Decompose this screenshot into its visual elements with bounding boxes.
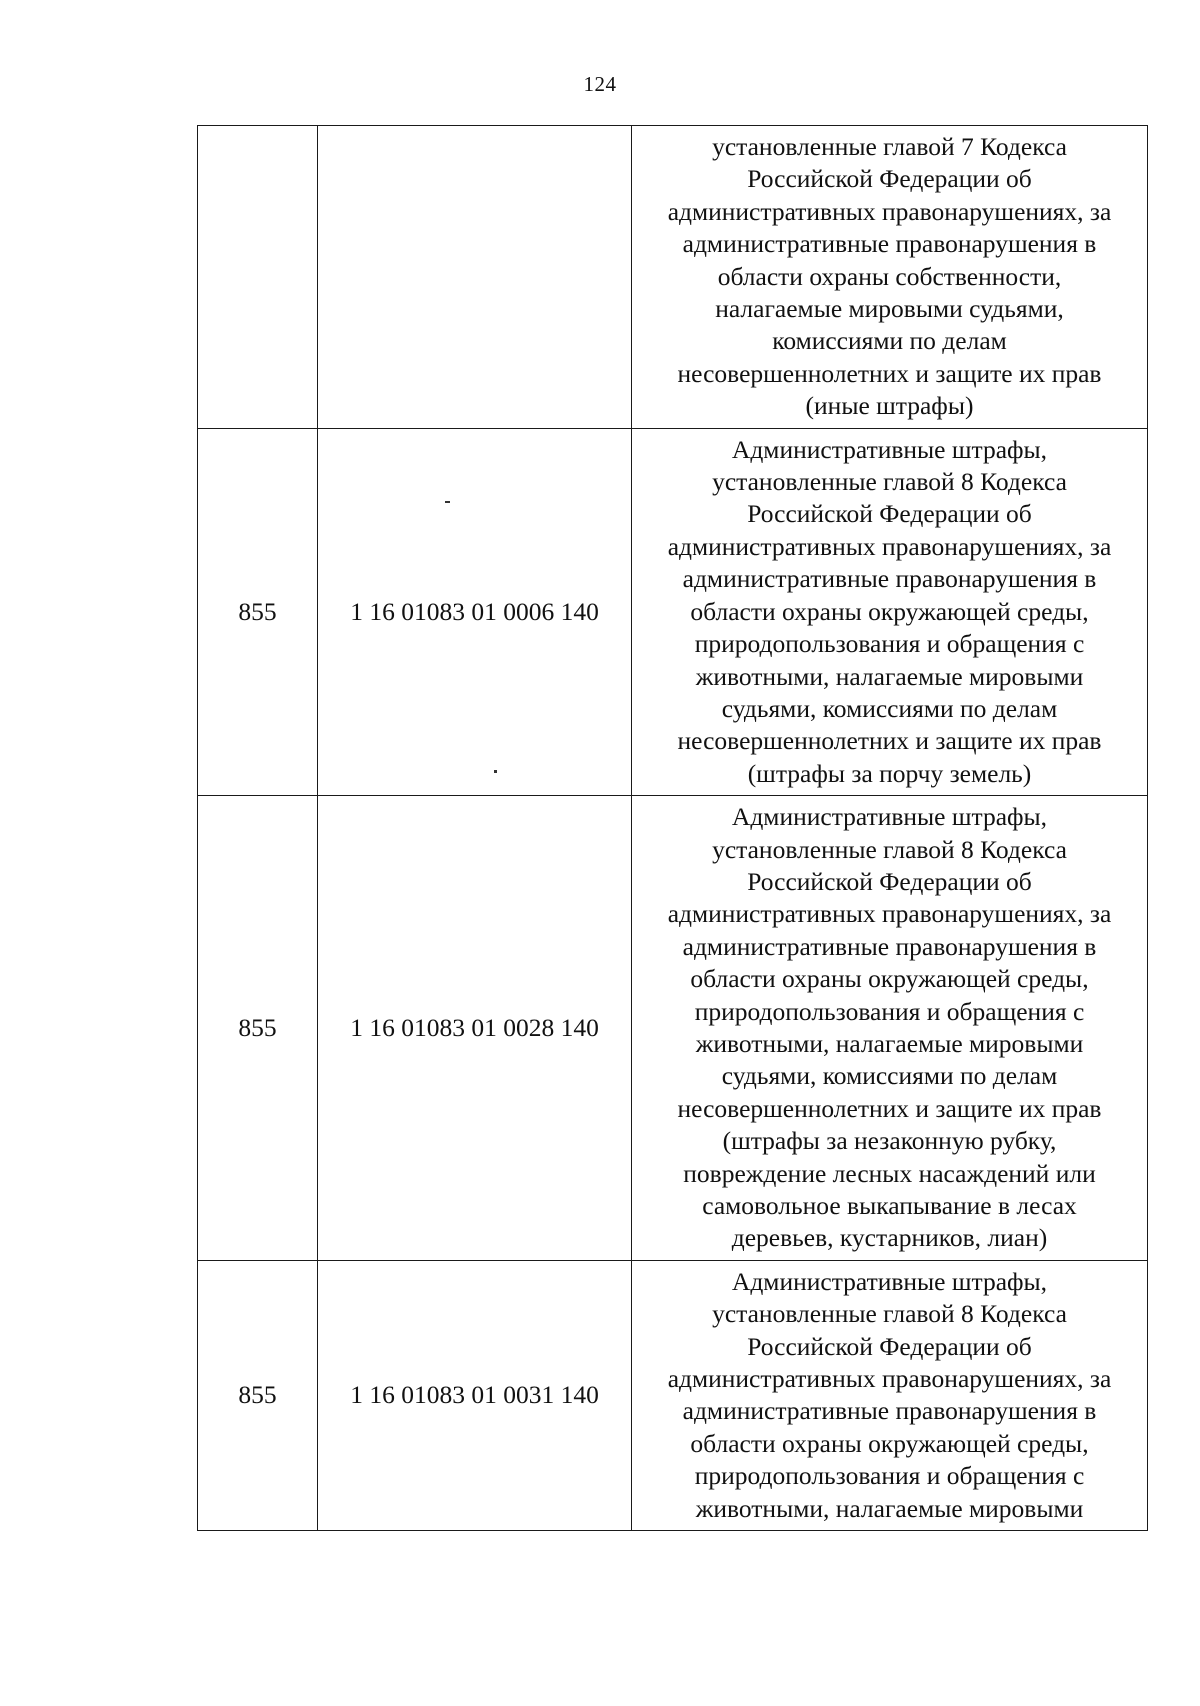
description-line: Российской Федерации об	[747, 499, 1032, 529]
description-line: установленные главой 8 Кодекса	[712, 1299, 1067, 1329]
description-line: Российской Федерации об	[747, 866, 1032, 896]
description-line: Российской Федерации об	[747, 1331, 1032, 1361]
budget-code: 1 16 01083 01 0028 140	[350, 1012, 599, 1042]
description-line: несовершеннолетних и защите их прав	[677, 726, 1102, 756]
description-line: административные правонарушения в	[682, 1396, 1097, 1426]
description-cell	[632, 428, 1148, 795]
description-line: административные правонарушения в	[682, 564, 1097, 594]
description-line: налагаемые мировыми судьями,	[715, 294, 1064, 324]
scan-speck	[494, 770, 497, 773]
description-line: установленные главой 8 Кодекса	[712, 834, 1067, 864]
description-line: административных правонарушениях, за	[667, 1364, 1112, 1394]
budget-code: 1 16 01083 01 0031 140	[350, 1380, 599, 1410]
description-line: (штрафы за незаконную рубку,	[722, 1126, 1057, 1156]
description-line: административные правонарушения в	[682, 229, 1097, 259]
admin-code: 855	[238, 1012, 277, 1042]
table-row	[198, 428, 1148, 795]
page-number: 124	[583, 72, 617, 96]
table-row	[198, 126, 1148, 429]
budget-code: 1 16 01083 01 0006 140	[350, 596, 599, 626]
admin-code-cell	[198, 428, 318, 795]
description-line: несовершеннолетних и защите их прав	[677, 1093, 1102, 1123]
admin-code-cell	[198, 796, 318, 1261]
admin-code: 855	[238, 1380, 277, 1410]
description-line: повреждение лесных насаждений или	[683, 1158, 1096, 1188]
description-line: установленные главой 8 Кодекса	[712, 467, 1067, 497]
description-line: административные правонарушения в	[682, 931, 1097, 961]
scan-speck	[445, 501, 450, 503]
description-line: природопользования и обращения с	[694, 996, 1085, 1026]
table-row	[198, 1260, 1148, 1530]
admin-code-cell	[198, 1260, 318, 1530]
description-line: животными, налагаемые мировыми	[695, 661, 1084, 691]
description-cell	[632, 126, 1148, 429]
description-line: административных правонарушениях, за	[667, 531, 1112, 561]
budget-classification-table	[197, 125, 1148, 1531]
admin-code: 855	[238, 596, 277, 626]
description-line: судьями, комиссиями по делам	[721, 1061, 1058, 1091]
description-line: Административные штрафы,	[731, 1266, 1048, 1296]
description-line: (штрафы за порчу земель)	[747, 758, 1032, 788]
budget-code-cell	[318, 428, 632, 795]
description-line: области охраны окружающей среды,	[690, 964, 1089, 994]
table-row	[198, 796, 1148, 1261]
budget-code-cell	[318, 796, 632, 1261]
description-line: Российской Федерации об	[747, 164, 1032, 194]
description-line: области охраны окружающей среды,	[690, 596, 1089, 626]
description-line: животными, налагаемые мировыми	[695, 1028, 1084, 1058]
description-line: области охраны собственности,	[717, 261, 1062, 291]
description-line: несовершеннолетних и защите их прав	[677, 358, 1102, 388]
description-line: деревьев, кустарников, лиан)	[731, 1223, 1048, 1253]
description-line: Административные штрафы,	[731, 802, 1048, 832]
admin-code-cell	[198, 126, 318, 429]
description-line: установленные главой 7 Кодекса	[712, 132, 1067, 161]
budget-code-cell	[318, 126, 632, 429]
description-line: самовольное выкапывание в лесах	[702, 1191, 1077, 1220]
description-line: административных правонарушениях, за	[667, 899, 1112, 929]
description-line: природопользования и обращения с	[694, 1461, 1085, 1491]
description-cell	[632, 1260, 1148, 1530]
description-line: комиссиями по делам	[772, 326, 1007, 356]
description-line: Административные штрафы,	[731, 434, 1048, 464]
description-line: административных правонарушениях, за	[667, 196, 1112, 226]
description-line: природопользования и обращения с	[694, 629, 1085, 659]
description-cell	[632, 796, 1148, 1261]
description-line: судьями, комиссиями по делам	[721, 693, 1058, 723]
description-line: животными, налагаемые мировыми	[695, 1493, 1084, 1523]
description-line: области охраны окружающей среды,	[690, 1428, 1089, 1458]
description-line: (иные штрафы)	[805, 391, 974, 421]
budget-code-cell	[318, 1260, 632, 1530]
